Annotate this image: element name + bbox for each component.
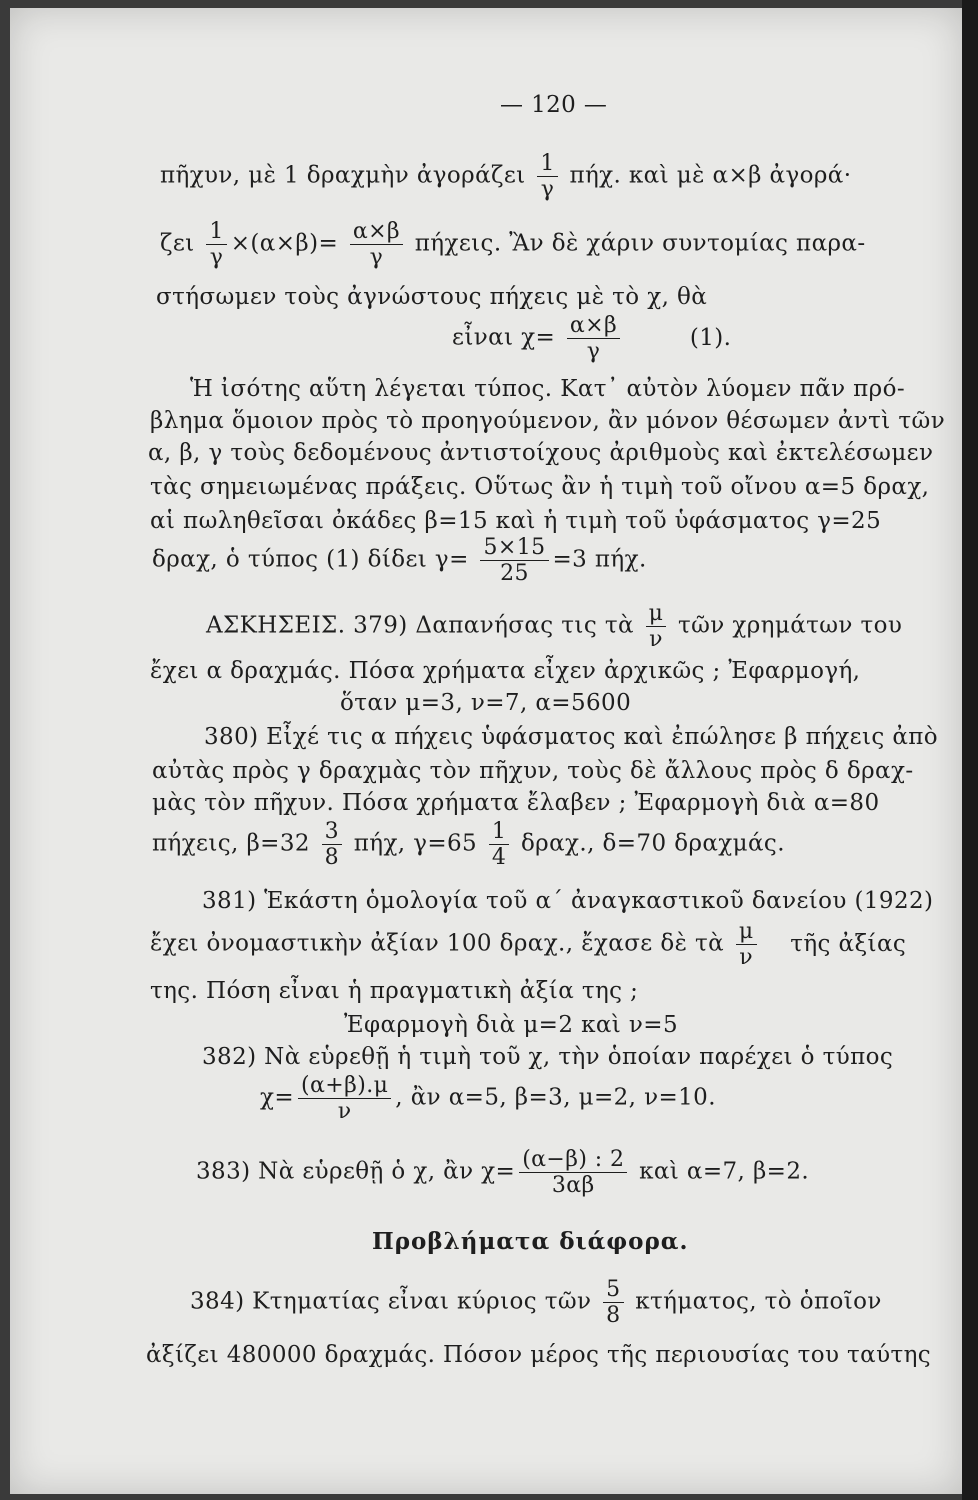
text-segment: ζει xyxy=(160,230,195,257)
fraction xyxy=(603,1278,623,1327)
text-segment: (1). xyxy=(689,324,732,351)
text-line xyxy=(206,602,902,651)
text-segment: πήχ. καὶ μὲ α×β ἀγορά· xyxy=(569,162,852,189)
text-line xyxy=(190,1278,882,1327)
text-line xyxy=(150,920,906,969)
text-segment: ×(α×β)= xyxy=(230,230,339,257)
text-segment: πήχεις, β=32 xyxy=(152,830,310,857)
denominator: 8 xyxy=(606,1303,621,1329)
numerator: (α−β) : 2 xyxy=(519,1148,627,1173)
text-segment: ἔχει ὀνομαστικὴν ἀξίαν 100 δραχ., ἔχασε δὲ τὰ xyxy=(150,930,725,957)
text-segment: ΑΣΚΗΣΕΙΣ. 379) Δαπανήσας τις τὰ xyxy=(206,612,634,639)
text-segment: 383) Νὰ εὑρεθῇ ὁ χ, ἂν χ= xyxy=(196,1158,516,1185)
fraction xyxy=(298,1074,391,1123)
numerator: μ xyxy=(736,920,757,945)
fraction xyxy=(646,602,667,651)
text-segment: πῆχυν, μὲ 1 δραχμὴν ἀγοράζει xyxy=(160,162,526,189)
numerator: 1 xyxy=(537,152,557,177)
fraction xyxy=(480,536,548,585)
text-line: βλημα ὅμοιον πρὸς τὸ προηγούμενον, ἂν μόνον θέσωμεν ἀντὶ τῶν xyxy=(150,408,946,434)
text-line xyxy=(160,152,851,201)
text-line: 381) Ἑκάστη ὁμολογία τοῦ α΄ ἀναγκαστικοῦ δανείου (1922) xyxy=(202,888,934,914)
numerator: 3 xyxy=(322,820,342,845)
text-segment: πήχεις. Ἂν δὲ χάριν συντομίας παρα- xyxy=(414,230,866,257)
denominator: γ xyxy=(586,339,601,365)
text-line: 382) Νὰ εὑρεθῇ ἡ τιμὴ τοῦ χ, τὴν ὁποίαν παρέχει ὁ τύπος xyxy=(202,1044,894,1070)
text-line: ἔχει α δραχμάς. Πόσα χρήματα εἶχεν ἀρχικῶς ; Ἐφαρμογή, xyxy=(150,658,861,684)
text-segment: πήχ, γ=65 xyxy=(353,830,478,857)
text-line: Ἐφαρμογὴ διὰ μ=2 καὶ ν=5 xyxy=(344,1012,679,1038)
text-segment: δραχ., δ=70 δραχμάς. xyxy=(520,830,785,857)
text-segment: 384) Κτηματίας εἶναι κύριος τῶν xyxy=(190,1288,592,1315)
denominator: 4 xyxy=(491,845,507,871)
numerator: μ xyxy=(646,602,667,627)
numerator: (α+β).μ xyxy=(298,1074,391,1099)
text-line: α, β, γ τοὺς δεδομένους ἀντιστοίχους ἀριθμοὺς καὶ ἐκτελέσωμεν xyxy=(148,440,934,466)
denominator: 3αβ xyxy=(551,1173,595,1199)
denominator: ν xyxy=(739,945,754,971)
text-line: αἱ πωληθεῖσαι ὀκάδες β=15 καὶ ἡ τιμὴ τοῦ ὑφάσματος γ=25 xyxy=(150,508,882,534)
denominator: γ xyxy=(540,177,555,203)
denominator: ν xyxy=(337,1099,352,1125)
section-heading: Προβλήματα διάφορα. xyxy=(372,1228,689,1255)
denominator: 8 xyxy=(324,845,340,871)
numerator: 1 xyxy=(206,220,226,245)
text-line xyxy=(452,314,731,363)
text-line: ὅταν μ=3, ν=7, α=5600 xyxy=(340,690,632,716)
text-segment: χ= xyxy=(260,1084,295,1111)
text-segment: εἶναι χ= xyxy=(452,324,556,351)
text-line xyxy=(196,1148,809,1197)
fraction xyxy=(489,820,509,869)
numerator: 5×15 xyxy=(480,536,548,561)
text-segment: καὶ α=7, β=2. xyxy=(639,1158,810,1185)
text-line: της. Πόση εἶναι ἡ πραγματικὴ ἀξία της ; xyxy=(150,978,639,1004)
numerator: α×β xyxy=(567,314,620,339)
denominator: γ xyxy=(369,245,384,271)
text-segment: , ἂν α=5, β=3, μ=2, ν=10. xyxy=(395,1084,716,1111)
text-segment: τῶν χρημάτων του xyxy=(678,612,903,639)
fraction xyxy=(537,152,557,201)
fraction xyxy=(322,820,342,869)
fraction xyxy=(567,314,620,363)
scan-edge xyxy=(962,0,978,1500)
text-line: μὰς τὸν πῆχυν. Πόσα χρήματα ἔλαβεν ; Ἐφαρμογὴ διὰ α=80 xyxy=(152,790,880,816)
text-segment: κτήματος, τὸ ὁποῖον xyxy=(635,1288,882,1315)
fraction xyxy=(350,220,403,269)
text-line xyxy=(260,1074,716,1123)
text-segment: =3 πήχ. xyxy=(552,546,647,573)
numerator: 1 xyxy=(489,820,509,845)
text-line: στήσωμεν τοὺς ἀγνώστους πήχεις μὲ τὸ χ, θὰ xyxy=(156,284,708,310)
denominator: ν xyxy=(649,627,663,653)
numerator: α×β xyxy=(350,220,403,245)
book-page xyxy=(10,8,962,1494)
text-segment: δραχ, ὁ τύπος (1) δίδει γ= xyxy=(152,546,469,573)
fraction xyxy=(519,1148,627,1197)
text-line: τὰς σημειωμένας πράξεις. Οὕτως ἂν ἡ τιμὴ τοῦ οἴνου α=5 δραχ, xyxy=(150,474,930,500)
denominator: γ xyxy=(209,245,224,271)
text-segment: τῆς ἀξίας xyxy=(790,930,907,957)
text-line xyxy=(152,820,785,869)
page-number: — 120 — xyxy=(500,92,608,118)
numerator: 5 xyxy=(603,1278,623,1303)
text-line xyxy=(152,536,647,585)
fraction xyxy=(206,220,226,269)
text-line: 380) Εἶχέ τις α πήχεις ὑφάσματος καὶ ἐπώλησε β πήχεις ἀπὸ xyxy=(204,724,939,750)
text-line: αὐτὰς πρὸς γ δραχμὰς τὸν πῆχυν, τοὺς δὲ ἄλλους πρὸς δ δραχ- xyxy=(152,758,914,784)
denominator: 25 xyxy=(500,561,529,587)
text-line xyxy=(160,220,866,269)
fraction xyxy=(736,920,757,969)
text-line: ἀξίζει 480000 δραχμάς. Πόσον μέρος τῆς περιουσίας του ταύτης xyxy=(146,1342,932,1368)
text-line: Ἡ ἰσότης αὕτη λέγεται τύπος. Κατ᾽ αὐτὸν λύομεν πᾶν πρό- xyxy=(190,376,906,402)
